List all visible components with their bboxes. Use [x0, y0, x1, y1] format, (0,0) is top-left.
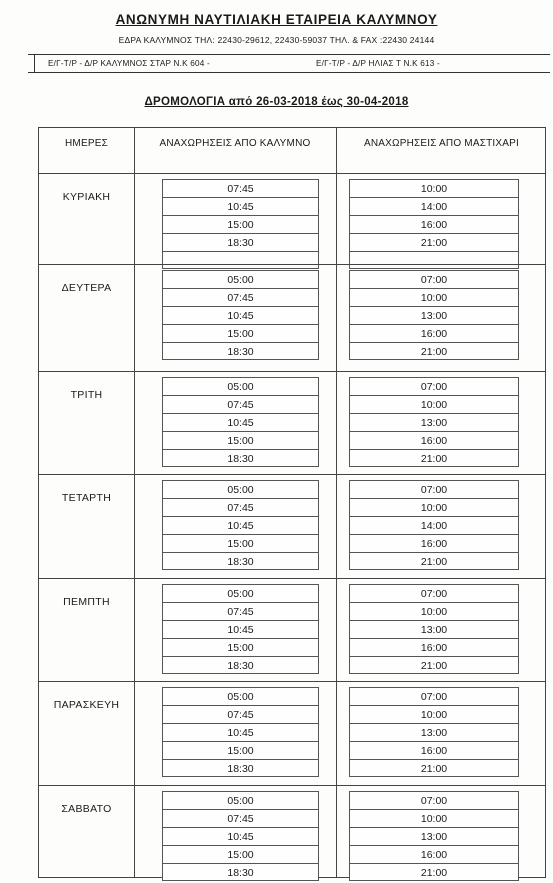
license-ilias-t: Ε/Γ-Τ/Ρ - Δ/Ρ ΗΛΙΑΣ Τ Ν.Κ 613 - [316, 59, 440, 68]
company-name: ΑΝΩΝΥΜΗ ΝΑΥΤΙΛΙΑΚΗ ΕΤΑΙΡΕΙΑ ΚΑΛΥΜΝΟΥ [115, 12, 438, 27]
day-label: ΚΥΡΙΑΚΗ [62, 191, 111, 203]
departure-time: 18:30 [227, 453, 254, 465]
departure-time: 10:45 [163, 198, 318, 216]
day-label: ΣΑΒΒΑΤΟ [61, 803, 112, 815]
departure-time: 10:45 [163, 307, 318, 325]
departure-time: 10:45 [163, 621, 318, 639]
schedule-table [38, 127, 546, 878]
departure-time: 18:30 [227, 660, 254, 672]
departure-time: 10:00 [350, 289, 518, 307]
kalymnos-times [162, 179, 319, 269]
header-departures-mastichari: ΑΝΑΧΩΡΗΣΕΙΣ ΑΠΟ ΜΑΣΤΙΧΑΡΙ [364, 138, 519, 149]
departure-time: 10:45 [163, 828, 318, 846]
schedule-period: ΔΡΟΜΟΛΟΓΙΑ από 26-03-2018 έως 30-04-2018 [144, 96, 409, 108]
departure-time: 10:00 [350, 603, 518, 621]
departure-time: 07:00 [350, 792, 518, 810]
departure-time: 15:00 [163, 639, 318, 657]
departure-time: 16:00 [350, 639, 518, 657]
mastichari-times [349, 377, 519, 467]
departure-time: 13:00 [350, 724, 518, 742]
departure-time: 07:00 [350, 271, 518, 289]
departure-time: 07:45 [163, 810, 318, 828]
departure-time: 05:00 [163, 688, 318, 706]
departure-time: 05:00 [163, 481, 318, 499]
day-label: ΠΑΡΑΣΚΕΥΗ [53, 699, 120, 711]
column-divider [134, 128, 135, 877]
day-label: ΤΕΤΑΡΤΗ [61, 492, 112, 504]
kalymnos-times [162, 584, 319, 674]
departure-time: 07:00 [350, 378, 518, 396]
departure-time: 16:00 [350, 742, 518, 760]
departure-time: 15:00 [163, 216, 318, 234]
departure-time: 13:00 [350, 414, 518, 432]
departure-time: 15:00 [163, 535, 318, 553]
day-label: ΠΕΜΠΤΗ [63, 596, 110, 608]
departure-time: 07:00 [350, 585, 518, 603]
departure-time: 05:00 [163, 378, 318, 396]
departure-time: 07:45 [163, 706, 318, 724]
departure-time: 18:30 [227, 763, 254, 775]
license-kalymnos-star: Ε/Γ-Τ/Ρ - Δ/Ρ ΚΑΛΥΜΝΟΣ ΣΤΑΡ Ν.Κ 604 - [48, 59, 210, 68]
license-box [28, 54, 550, 73]
departure-time: 18:30 [227, 346, 254, 358]
departure-time: 10:45 [163, 724, 318, 742]
departure-time: 10:45 [163, 414, 318, 432]
row-divider [39, 578, 545, 579]
departure-time: 13:00 [350, 828, 518, 846]
departure-time: 07:45 [163, 289, 318, 307]
departure-time: 21:00 [420, 556, 448, 568]
row-divider [39, 173, 545, 174]
mastichari-times [349, 791, 519, 881]
departure-time: 16:00 [350, 216, 518, 234]
mastichari-times [349, 687, 519, 777]
departure-time [350, 252, 518, 270]
mastichari-times [349, 179, 519, 269]
departure-time: 21:00 [420, 346, 448, 358]
kalymnos-times [162, 270, 319, 360]
row-divider [39, 474, 545, 475]
departure-time: 15:00 [163, 846, 318, 864]
row-divider [39, 681, 545, 682]
departure-time: 05:00 [163, 792, 318, 810]
kalymnos-times [162, 480, 319, 570]
departure-time: 14:00 [350, 517, 518, 535]
departure-time: 18:30 [163, 234, 318, 252]
day-label: ΤΡΙΤΗ [70, 389, 103, 401]
departure-time: 07:45 [163, 396, 318, 414]
departure-time: 21:00 [350, 234, 518, 252]
departure-time: 10:00 [350, 396, 518, 414]
departure-time: 07:45 [163, 180, 318, 198]
departure-time: 07:00 [350, 688, 518, 706]
departure-time: 13:00 [350, 307, 518, 325]
departure-time: 05:00 [163, 271, 318, 289]
departure-time: 16:00 [350, 432, 518, 450]
box-divider [34, 55, 35, 72]
departure-time: 13:00 [350, 621, 518, 639]
departure-time: 21:00 [420, 867, 448, 879]
departure-time: 16:00 [350, 325, 518, 343]
departure-time: 18:30 [227, 556, 254, 568]
departure-time: 10:00 [350, 499, 518, 517]
row-divider [39, 264, 545, 265]
contact-line: ΕΔΡΑ ΚΑΛΥΜΝΟΣ ΤΗΛ: 22430-29612, 22430-59037 ΤΗΛ. & FAX :22430 24144 [118, 35, 435, 45]
departure-time: 16:00 [350, 846, 518, 864]
column-divider [336, 128, 337, 877]
departure-time: 10:00 [350, 706, 518, 724]
departure-time: 15:00 [163, 325, 318, 343]
departure-time: 14:00 [350, 198, 518, 216]
row-divider [39, 371, 545, 372]
kalymnos-times [162, 687, 319, 777]
departure-time: 21:00 [420, 763, 448, 775]
row-divider [39, 785, 545, 786]
departure-time: 07:45 [163, 499, 318, 517]
departure-time: 15:00 [163, 742, 318, 760]
departure-time: 10:00 [350, 180, 518, 198]
kalymnos-times [162, 377, 319, 467]
header-days: ΗΜΕΡΕΣ [65, 138, 108, 149]
day-label: ΔΕΥΤΕΡΑ [61, 282, 112, 294]
departure-time [163, 252, 318, 270]
departure-time: 07:45 [163, 603, 318, 621]
departure-time: 05:00 [163, 585, 318, 603]
departure-time: 21:00 [420, 660, 448, 672]
mastichari-times [349, 270, 519, 360]
departure-time: 07:00 [350, 481, 518, 499]
departure-time: 21:00 [420, 453, 448, 465]
header-departures-kalymnos: ΑΝΑΧΩΡΗΣΕΙΣ ΑΠΟ ΚΑΛΥΜΝΟ [159, 138, 311, 149]
departure-time: 15:00 [163, 432, 318, 450]
departure-time: 10:00 [350, 810, 518, 828]
mastichari-times [349, 584, 519, 674]
mastichari-times [349, 480, 519, 570]
departure-time: 16:00 [350, 535, 518, 553]
departure-time: 10:45 [163, 517, 318, 535]
kalymnos-times [162, 791, 319, 881]
departure-time: 18:30 [227, 867, 254, 879]
